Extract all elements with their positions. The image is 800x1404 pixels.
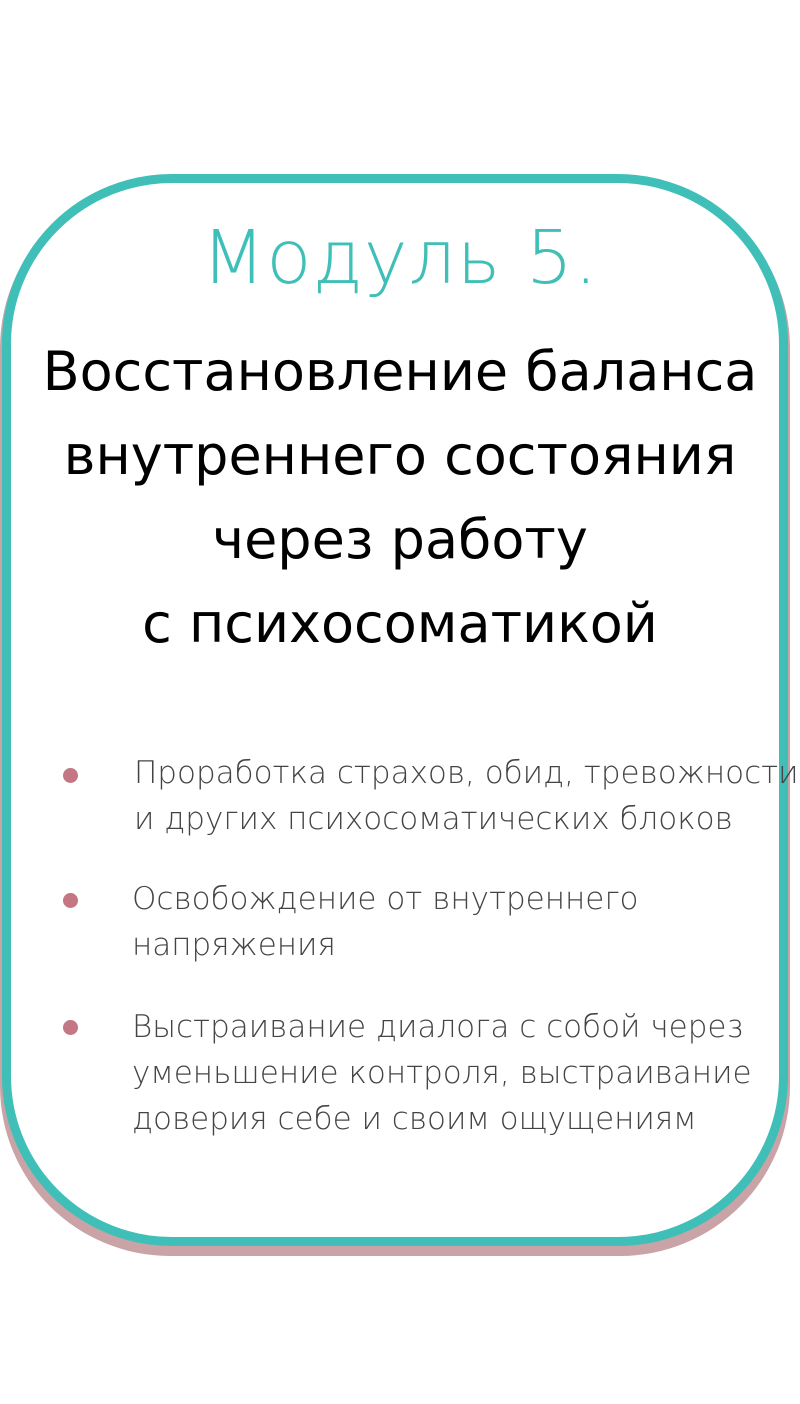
- bullet-dot-icon: [63, 893, 78, 908]
- list-item: [132, 876, 782, 968]
- bullet-dot-icon: [63, 1020, 78, 1035]
- bullet-dot-icon: [63, 768, 78, 783]
- list-item-line: Проработка страхов, обид, тревожности: [134, 755, 799, 791]
- heading-line: внутреннего состояния: [63, 424, 737, 487]
- module-title: Модуль 5.: [201, 215, 599, 301]
- list-item-line: напряжения: [132, 927, 336, 963]
- heading-line: Восстановление баланса: [42, 340, 758, 403]
- list-item-line: Выстраивание диалога с собой через: [132, 1009, 744, 1045]
- list-item-line: доверия себе и своим ощущениям: [132, 1101, 697, 1137]
- list-item-line: и других психосоматических блоков: [134, 801, 733, 837]
- list-item-line: Освобождение от внутреннего: [132, 881, 639, 917]
- list-item: [134, 750, 799, 842]
- heading-line: с психосоматикой: [142, 592, 658, 655]
- list-item-line: уменьшение контроля, выстраивание: [132, 1055, 752, 1091]
- list-item: [132, 1004, 782, 1142]
- heading-line: через работу: [212, 508, 588, 571]
